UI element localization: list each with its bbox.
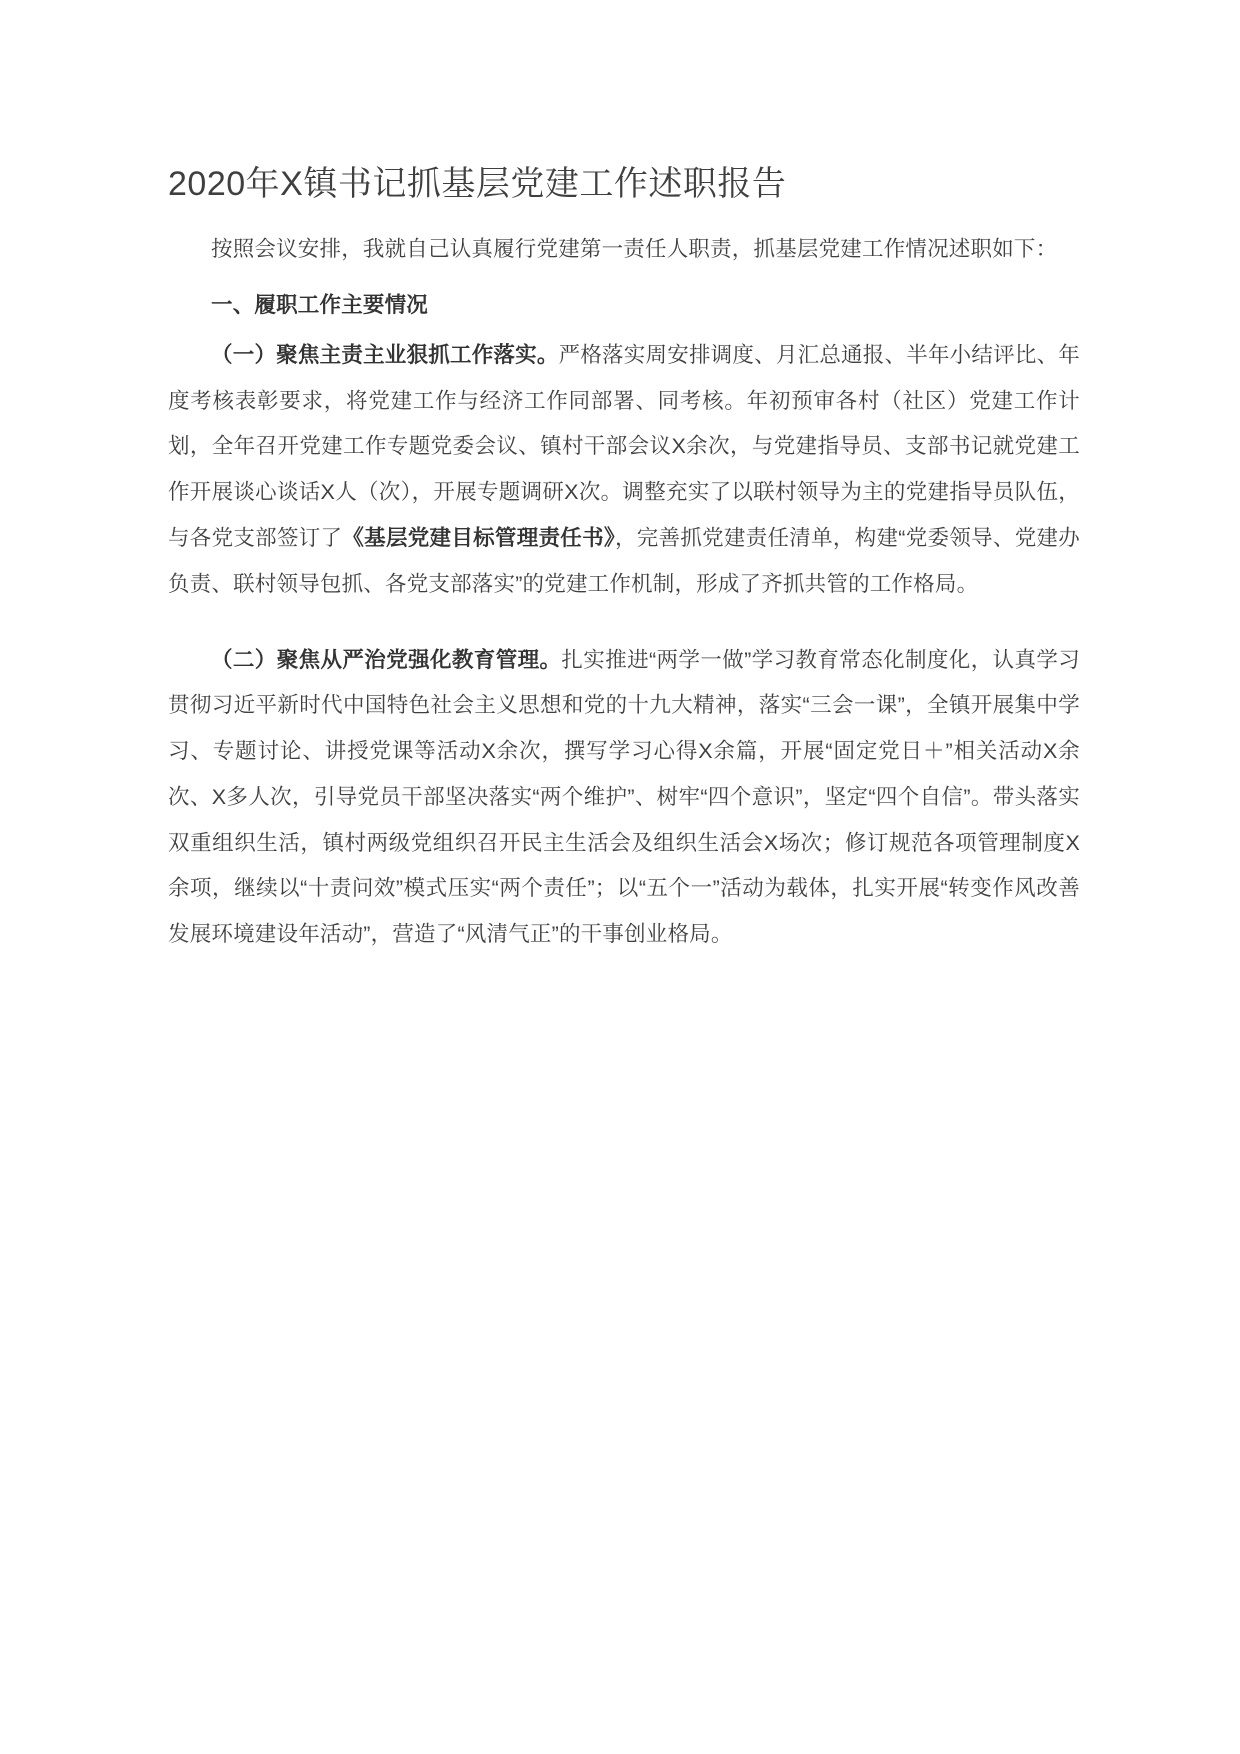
- subsection-1-lead: （一）聚焦主责主业狠抓工作落实。: [211, 342, 559, 367]
- subsection-2-paragraph: [168, 638, 1080, 958]
- subsection-1-body-before: 严格落实周安排调度、月汇总通报、半年小结评比、年度考核表彰要求，将党建工作与经济工作同部署、同考核。年初预审各村（社区）党建工作计划，全年召开党建工作专题党委会议、镇村干部会议X余次，与党建指导员、支部书记就党建工作开展谈心谈话X人（次），开展专题调研X次。调整充实了以联村领导为主的党建指导员队伍，与各党支部签订了: [168, 342, 1080, 550]
- subsection-1-paragraph: [168, 333, 1080, 608]
- subsection-2-lead: （二）聚焦从严治党强化教育管理。: [211, 647, 562, 672]
- paragraph-spacer: [168, 612, 1080, 638]
- subsection-1-body-after: ，完善抓党建责任清单，构建“党委领导、党建办负责、联村领导包抓、各党支部落实”的党建工作机制，形成了齐抓共管的工作格局。: [168, 525, 1080, 596]
- page-title: 2020年X镇书记抓基层党建工作述职报告: [168, 165, 787, 203]
- intro-paragraph: 按照会议安排，我就自己认真履行党建第一责任人职责，抓基层党建工作情况述职如下：: [211, 237, 1058, 262]
- section-heading-1: 一、履职工作主要情况: [211, 293, 429, 318]
- subsection-2-body: 扎实推进“两学一做”学习教育常态化制度化，认真学习贯彻习近平新时代中国特色社会主义思想和党的十九大精神，落实“三会一课”，全镇开展集中学习、专题讨论、讲授党课等活动X余次，撰写学习心得X余篇，开展“固定党日＋”相关活动X余次、X多人次，引导党员干部坚决落实“两个维护”、树牢“四个意识”，坚定“四个自信”。带头落实双重组织生活，镇村两级党组织召开民主生活会及组织生活会X场次；修订规范各项管理制度X余项，继续以“十责问效”模式压实“两个责任”；以“五个一”活动为载体，扎实开展“转变作风改善发展环境建设年活动”，营造了“风清气正”的干事创业格局。: [168, 647, 1080, 947]
- subsection-1-bookmark-title: 《基层党建目标管理责任书》: [342, 525, 615, 550]
- document-content: [168, 160, 1080, 962]
